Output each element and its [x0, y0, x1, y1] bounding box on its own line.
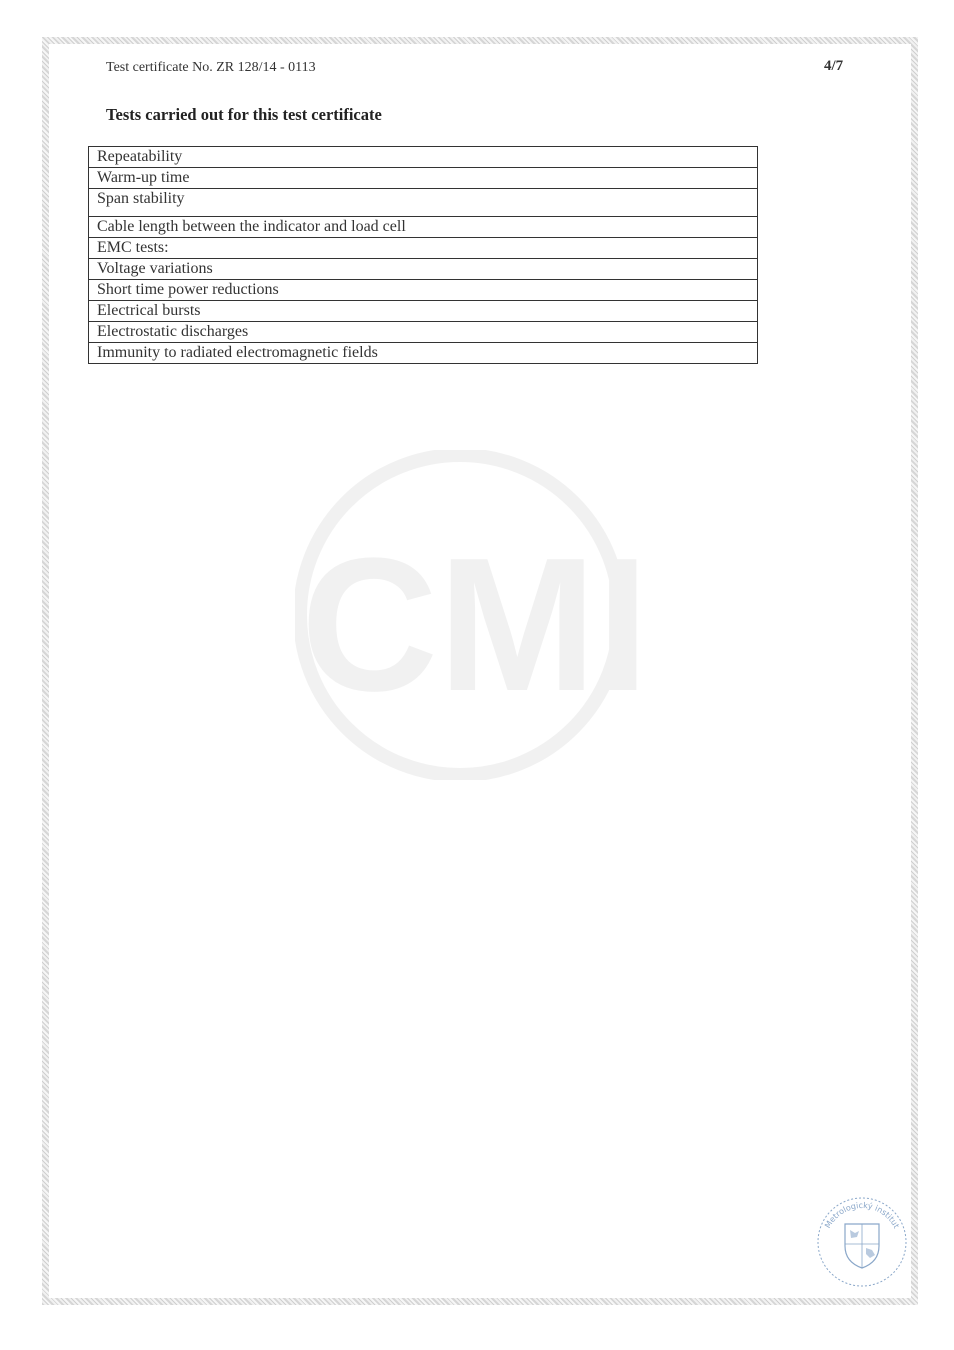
test-cell: Immunity to radiated electromagnetic fields	[89, 343, 758, 364]
table-row	[89, 189, 758, 217]
stamp-text: Metrologický institut	[823, 1200, 901, 1230]
table-row	[89, 322, 758, 343]
test-cell: Electrostatic discharges	[89, 322, 758, 343]
certificate-number: Test certificate No. ZR 128/14 - 0113	[106, 60, 316, 75]
coat-of-arms-icon	[845, 1224, 879, 1268]
test-cell: Warm-up time	[89, 168, 758, 189]
table-row	[89, 217, 758, 238]
cmi-watermark-logo	[295, 450, 655, 780]
watermark-text: CMI	[300, 519, 650, 731]
section-title: Tests carried out for this test certificate	[106, 105, 382, 124]
test-cell: EMC tests:	[89, 238, 758, 259]
page-number: 4/7	[824, 58, 844, 74]
tests-table	[88, 146, 758, 364]
test-cell: Voltage variations	[89, 259, 758, 280]
table-row	[89, 168, 758, 189]
test-cell: Electrical bursts	[89, 301, 758, 322]
table-row	[89, 238, 758, 259]
test-cell: Short time power reductions	[89, 280, 758, 301]
test-cell: Repeatability	[89, 147, 758, 168]
table-row	[89, 259, 758, 280]
test-cell: Cable length between the indicator and load cell	[89, 217, 758, 238]
test-cell: Span stability	[89, 189, 758, 217]
institute-stamp	[812, 1192, 912, 1288]
table-row	[89, 147, 758, 168]
table-row	[89, 280, 758, 301]
table-row	[89, 343, 758, 364]
table-row	[89, 301, 758, 322]
